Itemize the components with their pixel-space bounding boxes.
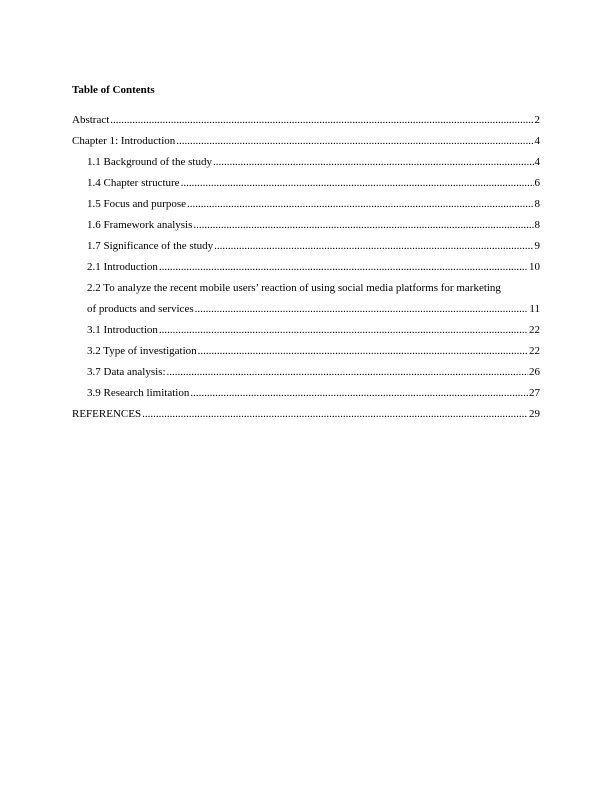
toc-entry-1-4[interactable] xyxy=(72,173,540,194)
toc-entry-page: 8 xyxy=(534,198,540,210)
toc-dot-leader xyxy=(213,152,534,173)
toc-entry-2-1[interactable] xyxy=(72,257,540,278)
toc-entry-label-line1: 2.2 To analyze the recent mobile users’ reaction of using social media platforms for marketing xyxy=(87,282,501,294)
toc-entry-chapter-1[interactable] xyxy=(72,131,540,152)
toc-dot-leader xyxy=(159,257,528,278)
toc-entry-label: 3.9 Research limitation xyxy=(87,387,190,399)
toc-entry-3-2[interactable] xyxy=(72,341,540,362)
toc-entry-1-5[interactable] xyxy=(72,194,540,215)
toc-dot-leader xyxy=(142,404,528,425)
toc-dot-leader xyxy=(187,194,534,215)
toc-dot-leader xyxy=(195,299,529,320)
toc-dot-leader xyxy=(167,362,528,383)
toc-entry-page: 9 xyxy=(534,240,540,252)
toc-entry-1-7[interactable] xyxy=(72,236,540,257)
toc-entry-label-line2: of products and services xyxy=(87,303,194,315)
toc-entry-page: 6 xyxy=(534,177,540,189)
toc-entry-page: 10 xyxy=(529,261,540,273)
toc-entry-3-7[interactable] xyxy=(72,362,540,383)
toc-entry-page: 4 xyxy=(534,135,540,147)
toc-entry-page: 29 xyxy=(529,408,540,420)
toc-entry-label: 3.2 Type of investigation xyxy=(87,345,197,357)
toc-entry-references[interactable] xyxy=(72,404,540,425)
toc-entry-page: 22 xyxy=(529,324,540,336)
toc-dot-leader xyxy=(176,131,533,152)
toc-entry-label: 2.1 Introduction xyxy=(87,261,158,273)
toc-entry-label: 1.4 Chapter structure xyxy=(87,177,180,189)
toc-entry-label: 1.1 Background of the study xyxy=(87,156,212,168)
toc-entry-label: 1.5 Focus and purpose xyxy=(87,198,186,210)
toc-entry-page: 8 xyxy=(534,219,540,231)
toc-entry-1-6[interactable] xyxy=(72,215,540,236)
toc-dot-leader xyxy=(110,110,533,131)
toc-entry-1-1[interactable] xyxy=(72,152,540,173)
toc-entry-label: REFERENCES xyxy=(72,408,142,420)
toc-dot-leader xyxy=(193,215,533,236)
toc-dot-leader xyxy=(198,341,528,362)
toc-entry-page: 4 xyxy=(534,156,540,168)
toc-entry-page: 22 xyxy=(529,345,540,357)
table-of-contents xyxy=(72,83,540,425)
toc-entry-page: 27 xyxy=(529,387,540,399)
toc-dot-leader xyxy=(159,320,528,341)
toc-entry-3-1[interactable] xyxy=(72,320,540,341)
toc-entry-label: 1.7 Significance of the study xyxy=(87,240,214,252)
toc-entry-2-2[interactable] xyxy=(72,278,540,320)
toc-entry-label: 3.7 Data analysis: xyxy=(87,366,166,378)
toc-entry-page: 26 xyxy=(529,366,540,378)
toc-entry-abstract[interactable] xyxy=(72,110,540,131)
toc-entry-label: Chapter 1: Introduction xyxy=(72,135,176,147)
toc-entry-label: 1.6 Framework analysis xyxy=(87,219,193,231)
toc-entry-3-9[interactable] xyxy=(72,383,540,404)
toc-dot-leader xyxy=(190,383,528,404)
toc-dot-leader xyxy=(214,236,533,257)
toc-entry-page: 2 xyxy=(534,114,540,126)
toc-entry-page: 11 xyxy=(529,303,540,315)
toc-entry-label: 3.1 Introduction xyxy=(87,324,158,336)
toc-entry-line2 xyxy=(87,299,540,320)
toc-title: Table of Contents xyxy=(72,84,155,96)
toc-entry-label: Abstract xyxy=(72,114,110,126)
toc-dot-leader xyxy=(181,173,534,194)
